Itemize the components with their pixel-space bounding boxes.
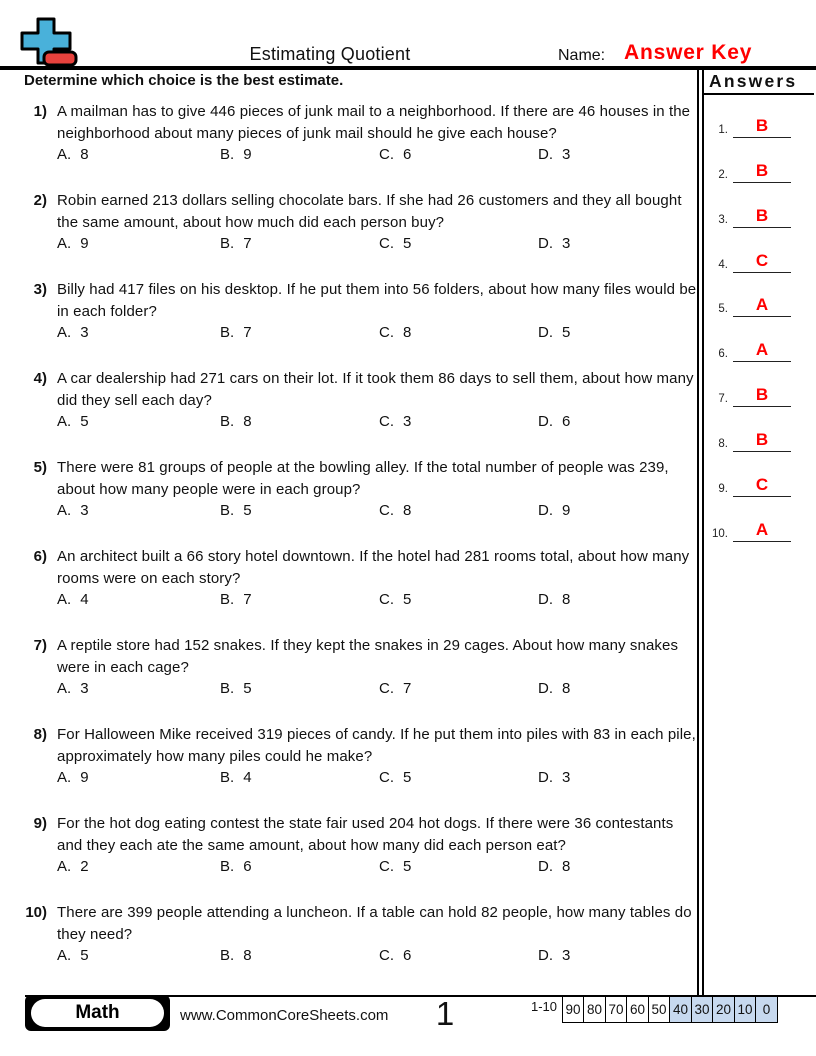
name-label: Name: (558, 47, 606, 64)
question-9 (0, 813, 697, 878)
choice-a: A. 5 (57, 947, 89, 964)
choice-a: A. 3 (57, 680, 89, 697)
choices-row (57, 856, 697, 878)
choice-b: B. 7 (220, 235, 252, 252)
answer-letter: B (733, 207, 791, 228)
choice-b: B. 5 (220, 502, 252, 519)
choice-b: B. 9 (220, 146, 252, 163)
choice-c: C. 7 (379, 680, 412, 697)
choice-a: A. 9 (57, 235, 89, 252)
score-cell-20: 20 (712, 996, 735, 1023)
question-8 (0, 724, 697, 789)
answer-letter: B (733, 386, 791, 407)
answer-letter: A (733, 341, 791, 362)
question-text: An architect built a 66 story hotel downtown. If the hotel had 281 rooms total, about how many rooms were on each story? (57, 548, 690, 587)
choice-a: A. 3 (57, 324, 89, 341)
choices-row (57, 589, 697, 611)
choice-a: A. 8 (57, 146, 89, 163)
choice-d: D. 3 (538, 769, 571, 786)
choices-row (57, 767, 697, 789)
question-text: For Halloween Mike received 319 pieces of candy. If he put them into piles with 83 in each pile, approximately how many piles could he make? (57, 726, 696, 765)
question-5 (0, 457, 697, 522)
question-text: Robin earned 213 dollars selling chocolate bars. If she had 26 customers and they all bought the same amount, about how much did each person buy? (57, 192, 682, 231)
choices-row (57, 945, 697, 967)
choices-row (57, 144, 697, 166)
answer-key-label: Answer Key (624, 41, 753, 64)
score-strip (531, 996, 778, 1023)
answer-letter: B (733, 117, 791, 138)
answer-item-4: 4. C (706, 228, 814, 273)
score-cell-90: 90 (562, 996, 585, 1023)
question-1 (0, 101, 697, 166)
choice-b: B. 5 (220, 680, 252, 697)
choices-row (57, 233, 697, 255)
answer-item-8: 8. B (706, 407, 814, 452)
question-number: 8) (33, 726, 47, 743)
choices-row (57, 500, 697, 522)
choice-c: C. 5 (379, 769, 412, 786)
answers-list (706, 93, 814, 542)
answer-item-5: 5. A (706, 273, 814, 318)
column-divider (697, 70, 704, 995)
score-cell-30: 30 (691, 996, 714, 1023)
choice-b: B. 7 (220, 591, 252, 608)
choices-row (57, 678, 697, 700)
score-cell-70: 70 (605, 996, 628, 1023)
score-cell-60: 60 (626, 996, 649, 1023)
question-6 (0, 546, 697, 611)
question-text: There were 81 groups of people at the bowling alley. If the total number of people was 239, about how many people were in each group? (57, 459, 669, 498)
score-cell-10: 10 (734, 996, 757, 1023)
score-range-label: 1-10 (531, 999, 558, 1014)
score-cell-0: 0 (755, 996, 778, 1023)
choices-row (57, 411, 697, 433)
choice-b: B. 8 (220, 947, 252, 964)
choice-c: C. 5 (379, 591, 412, 608)
answer-item-9: 9. C (706, 452, 814, 497)
answer-item-10: 10. A (706, 497, 814, 542)
choice-c: C. 6 (379, 947, 412, 964)
choice-a: A. 9 (57, 769, 89, 786)
choice-d: D. 3 (538, 947, 571, 964)
questions-list (0, 101, 697, 991)
question-number: 10) (25, 904, 47, 921)
choices-row (57, 322, 697, 344)
choice-b: B. 8 (220, 413, 252, 430)
question-number: 7) (33, 637, 47, 654)
question-number: 1) (33, 103, 47, 120)
score-cell-80: 80 (583, 996, 606, 1023)
answer-item-1: 1. B (706, 93, 814, 138)
choice-a: A. 4 (57, 591, 89, 608)
answer-item-6: 6. A (706, 317, 814, 362)
plus-minus-math-logo-icon (18, 17, 82, 67)
answer-letter: C (733, 476, 791, 497)
choice-b: B. 4 (220, 769, 252, 786)
question-text: For the hot dog eating contest the state fair used 204 hot dogs. If there were 36 contestants and they each ate the same amount, about how many did each person eat? (57, 815, 674, 854)
question-number: 2) (33, 192, 47, 209)
choice-c: C. 6 (379, 146, 412, 163)
website-url: www.CommonCoreSheets.com (180, 1007, 389, 1024)
question-text: There are 399 people attending a luncheon. If a table can hold 82 people, how many tables do they need? (57, 904, 692, 943)
question-text: Billy had 417 files on his desktop. If he put them into 56 folders, about how many files would be in each folder? (57, 281, 697, 320)
subject-label: Math (31, 999, 164, 1027)
question-2 (0, 190, 697, 255)
choice-b: B. 6 (220, 858, 252, 875)
question-text: A reptile store had 152 snakes. If they kept the snakes in 29 cages. About how many snakes were in each cage? (57, 637, 679, 676)
subject-badge (25, 995, 170, 1031)
page-number: 1 (435, 995, 455, 1032)
choice-b: B. 7 (220, 324, 252, 341)
question-number: 3) (33, 281, 47, 298)
question-10 (0, 902, 697, 967)
answers-panel-title: Answers (704, 71, 814, 95)
choice-a: A. 3 (57, 502, 89, 519)
answer-letter: C (733, 252, 791, 273)
choice-d: D. 3 (538, 146, 571, 163)
choice-d: D. 8 (538, 858, 571, 875)
question-7 (0, 635, 697, 700)
header-rule (0, 66, 816, 70)
question-number: 5) (33, 459, 47, 476)
instruction-text: Determine which choice is the best estimate. (24, 72, 344, 89)
choice-c: C. 5 (379, 235, 412, 252)
choice-d: D. 5 (538, 324, 571, 341)
answer-letter: A (733, 521, 791, 542)
question-number: 4) (33, 370, 47, 387)
question-text: A car dealership had 271 cars on their lot. If it took them 86 days to sell them, about how many did they sell each day? (57, 370, 694, 409)
answer-item-7: 7. B (706, 362, 814, 407)
question-text: A mailman has to give 446 pieces of junk mail to a neighborhood. If there are 46 houses in the neighborhood about many pieces of junk mail should he give each house? (57, 103, 691, 142)
question-number: 6) (33, 548, 47, 565)
answer-item-3: 3. B (706, 183, 814, 228)
choice-d: D. 6 (538, 413, 571, 430)
answer-letter: B (733, 162, 791, 183)
page-title: Estimating Quotient (249, 44, 411, 64)
choice-c: C. 8 (379, 324, 412, 341)
choice-d: D. 3 (538, 235, 571, 252)
choice-a: A. 5 (57, 413, 89, 430)
choice-c: C. 3 (379, 413, 412, 430)
choice-c: C. 8 (379, 502, 412, 519)
answer-item-2: 2. B (706, 138, 814, 183)
question-4 (0, 368, 697, 433)
answer-letter: B (733, 431, 791, 452)
choice-d: D. 8 (538, 591, 571, 608)
score-cell-40: 40 (669, 996, 692, 1023)
choice-d: D. 9 (538, 502, 571, 519)
choice-c: C. 5 (379, 858, 412, 875)
question-number: 9) (33, 815, 47, 832)
choice-a: A. 2 (57, 858, 89, 875)
question-3 (0, 279, 697, 344)
answer-letter: A (733, 296, 791, 317)
score-cell-50: 50 (648, 996, 671, 1023)
choice-d: D. 8 (538, 680, 571, 697)
